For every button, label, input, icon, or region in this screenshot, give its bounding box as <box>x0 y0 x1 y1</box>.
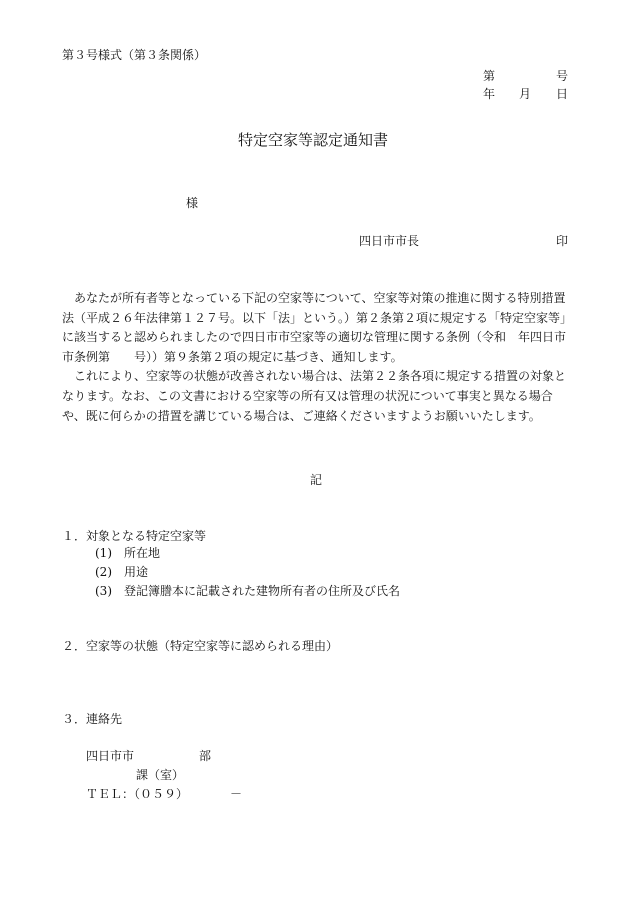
contact-tel-label: ＴＥＬ：（０５９） <box>86 787 189 801</box>
document-title: 特定空家等認定通知書 <box>238 131 389 149</box>
contact-tel-dash: － <box>230 787 243 801</box>
form-number: 第３号様式（第３条関係） <box>62 48 207 62</box>
contact-department: 部 <box>199 749 212 763</box>
date-year: 年 <box>483 87 496 101</box>
ki-heading: 記 <box>310 473 323 487</box>
contact-city: 四日市市 <box>86 749 135 763</box>
seal-mark: 印 <box>556 234 569 248</box>
body-paragraph-2: これにより、空家等の状態が改善されない場合は、法第２２条各項に規定する措置の対象となります。なお、この文書における空家等の所有又は管理の状況について事実と異なる場合や、既に何らかの措置を講じている場合は、ご連絡くださいますようお願いいたします。 <box>62 369 567 423</box>
addressee-honorific: 様 <box>186 196 199 210</box>
date-day: 日 <box>556 87 569 101</box>
body-text <box>62 289 572 426</box>
doc-number-prefix: 第 <box>483 69 496 83</box>
body-paragraph-1: あなたが所有者等となっている下記の空家等について、空家等対策の推進に関する特別措置法（平成２６年法律第１２７号。以下「法」という。）第２条第２項に規定する「特定空家等」に該当すると認められましたので四日市市空家等の適切な管理に関する条例（令和 年四日市市条例第 号））第９条第２項の規定に基づき、通知します。 <box>62 291 573 364</box>
contact-division: 課（室） <box>136 768 185 782</box>
date-month: 月 <box>519 87 532 101</box>
section-2-title: ２．空家等の状態（特定空家等に認められる理由） <box>62 639 339 653</box>
section-1-item-location: (1) 所在地 <box>95 546 160 560</box>
sender-name: 四日市市長 <box>359 234 420 248</box>
doc-number-suffix: 号 <box>556 69 569 83</box>
section-1-item-use: (2) 用途 <box>95 565 148 579</box>
section-1-title: １．対象となる特定空家等 <box>62 529 207 543</box>
section-1-item-owner: (3) 登記簿謄本に記載された建物所有者の住所及び氏名 <box>95 584 401 598</box>
section-3-title: ３．連絡先 <box>62 712 123 726</box>
